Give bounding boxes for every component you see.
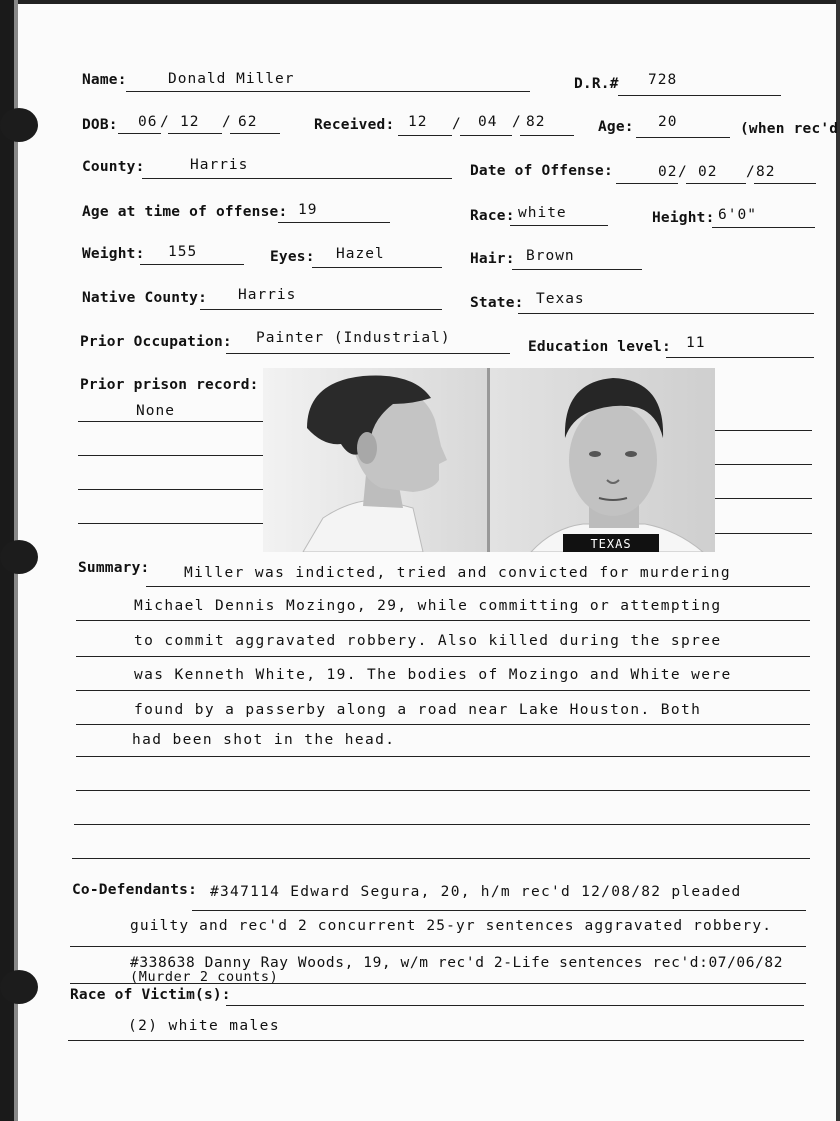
education-line: [666, 357, 814, 358]
summary-rule-2: [76, 620, 810, 621]
summary-label: Summary:: [78, 560, 150, 576]
codefendants-rule-2: [70, 946, 806, 947]
age-offense-value: 19: [298, 202, 318, 218]
mugshot-photo: [263, 368, 715, 552]
codefendants-line-2: guilty and rec'd 2 concurrent 25-yr sentences aggravated robbery.: [130, 918, 773, 934]
summary-rule-9: [72, 858, 810, 859]
eyes-line: [312, 267, 442, 268]
inmate-record-sheet: Name: Donald Miller D.R.# 728 DOB: 06 / 12 / 62 Received: 12 / 04 / 82 Age: 20 (when rec'd County: Harris Date of Offense: 02 / 02 / 82 Age at time of offense: 19 Race: white Height: 6'0" Weight: 155 Eyes: Hazel Hair: Brown Native County: Harris State: Texas Prior Occupation: Painter (Industrial) Education level: 11 Prior prison record: None TEXAS Summary: Miller was indicted, tried and convicted for murdering Michael Dennis Mozingo, 29, while committing or attempting to commit aggravated robbery. Also killed during the spree was Kenneth White, 19. The bodies of Mozingo and White were found by a passerby along a road near Lake Houston. Both had been shot in the head. Co-Defendants: #347114 Edward Segura, 20, h/m rec'd 12/08/82 pleaded guilty and rec'd 2 concurrent 25-yr sentences aggravated robbery. #338638 Danny Ray Woods, 19, w/m rec'd 2-Life sentences rec'd:07/06/82 (Murder 2 counts) Race of Victim(s): (2) white males: [0, 0, 840, 1121]
prior-record-line-4: [78, 523, 263, 524]
received-label: Received:: [314, 117, 395, 133]
offense-month: 02: [658, 164, 678, 180]
offense-day: 02: [698, 164, 718, 180]
name-label: Name:: [82, 72, 127, 88]
dob-year: 62: [238, 114, 258, 130]
received-month-line: [398, 135, 452, 136]
native-county-value: Harris: [238, 287, 297, 303]
page-top-edge: [0, 0, 840, 4]
offense-year: 82: [756, 164, 776, 180]
summary-rule-5: [76, 724, 810, 725]
codefendants-rule-1: [192, 910, 806, 911]
prior-record-line-right-3: [715, 498, 812, 499]
summary-rule-1: [146, 586, 810, 587]
hair-line: [512, 269, 642, 270]
height-line: [712, 227, 815, 228]
county-label: County:: [82, 159, 145, 175]
prior-record-line-right-2: [715, 464, 812, 465]
dr-line: [618, 95, 781, 96]
prior-record-line-right-1: [715, 430, 812, 431]
summary-line-5: found by a passerby along a road near Lake Houston. Both: [134, 702, 702, 718]
mugshot-illustration: [263, 368, 715, 552]
age-offense-line: [278, 222, 390, 223]
dob-year-line: [230, 133, 280, 134]
occupation-line: [226, 353, 510, 354]
weight-line: [140, 264, 244, 265]
prior-record-line-1: [78, 421, 263, 422]
occupation-value: Painter (Industrial): [256, 330, 451, 346]
received-year-line: [520, 135, 574, 136]
dob-label: DOB:: [82, 117, 118, 133]
weight-label: Weight:: [82, 246, 145, 262]
dr-label: D.R.#: [574, 76, 619, 92]
summary-rule-6: [76, 756, 810, 757]
dob-month: 06: [138, 114, 158, 130]
codefendants-line-4: (Murder 2 counts): [130, 969, 279, 985]
received-day-line: [460, 135, 512, 136]
state-value: Texas: [536, 291, 585, 307]
offense-date-label: Date of Offense:: [470, 163, 613, 179]
race-line: [510, 225, 608, 226]
offense-year-line: [754, 183, 816, 184]
received-year: 82: [526, 114, 546, 130]
county-value: Harris: [190, 157, 249, 173]
prior-record-line-3: [78, 489, 263, 490]
dob-day-line: [168, 133, 222, 134]
age-offense-label: Age at time of offense:: [82, 204, 288, 220]
summary-line-1: Miller was indicted, tried and convicted for murdering: [184, 565, 732, 581]
codefendants-rule-3: [70, 983, 806, 984]
victims-value: (2) white males: [128, 1018, 280, 1034]
native-county-line: [200, 309, 442, 310]
prior-record-label: Prior prison record:: [80, 377, 259, 393]
age-label: Age:: [598, 119, 634, 135]
hair-label: Hair:: [470, 251, 515, 267]
hair-value: Brown: [526, 248, 575, 264]
victims-rule-2: [68, 1040, 804, 1041]
codefendants-label: Co-Defendants:: [72, 882, 198, 898]
eyes-label: Eyes:: [270, 249, 315, 265]
state-label: State:: [470, 295, 524, 311]
offense-day-line: [686, 183, 746, 184]
race-label: Race:: [470, 208, 515, 224]
dob-day: 12: [180, 114, 200, 130]
county-line: [142, 178, 452, 179]
prior-record-value: None: [136, 403, 175, 419]
eyes-value: Hazel: [336, 246, 385, 262]
dr-value: 728: [648, 72, 678, 88]
prior-record-line-2: [78, 455, 263, 456]
height-value: 6'0": [718, 207, 757, 223]
punch-hole-bottom: [0, 970, 38, 1004]
summary-rule-7: [76, 790, 810, 791]
age-line: [636, 137, 730, 138]
offense-month-line: [616, 183, 678, 184]
education-label: Education level:: [528, 339, 671, 355]
name-line: [126, 91, 530, 92]
occupation-label: Prior Occupation:: [80, 334, 232, 350]
punch-hole-top: [0, 108, 38, 142]
profile-ear: [357, 432, 377, 464]
summary-rule-8: [74, 824, 810, 825]
front-right-eye: [625, 451, 637, 457]
age-note: (when rec'd: [740, 121, 839, 137]
codefendants-line-1: #347114 Edward Segura, 20, h/m rec'd 12/08/82 pleaded: [210, 884, 742, 900]
received-month: 12: [408, 114, 428, 130]
summary-rule-4: [76, 690, 810, 691]
name-plate-text: TEXAS: [583, 536, 639, 552]
dob-month-line: [118, 133, 161, 134]
summary-line-6: had been shot in the head.: [132, 732, 396, 748]
summary-line-3: to commit aggravated robbery. Also killed during the spree: [134, 633, 722, 649]
page-right-edge: [836, 0, 840, 1121]
codefendants-line-3: #338638 Danny Ray Woods, 19, w/m rec'd 2-Life sentences rec'd:07/06/82: [130, 955, 784, 971]
weight-value: 155: [168, 244, 198, 260]
summary-rule-3: [76, 656, 810, 657]
name-value: Donald Miller: [168, 71, 295, 87]
age-value: 20: [658, 114, 678, 130]
victims-rule-1: [226, 1005, 804, 1006]
native-county-label: Native County:: [82, 290, 208, 306]
received-day: 04: [478, 114, 498, 130]
education-value: 11: [686, 335, 706, 351]
prior-record-line-right-4: [715, 533, 812, 534]
summary-line-4: was Kenneth White, 19. The bodies of Mozingo and White were: [134, 667, 732, 683]
punch-hole-middle: [0, 540, 38, 574]
state-line: [518, 313, 814, 314]
summary-line-2: Michael Dennis Mozingo, 29, while committing or attempting: [134, 598, 722, 614]
victims-label: Race of Victim(s):: [70, 987, 231, 1003]
front-left-eye: [589, 451, 601, 457]
photo-divider: [487, 368, 490, 552]
height-label: Height:: [652, 210, 715, 226]
race-value: white: [518, 205, 567, 221]
